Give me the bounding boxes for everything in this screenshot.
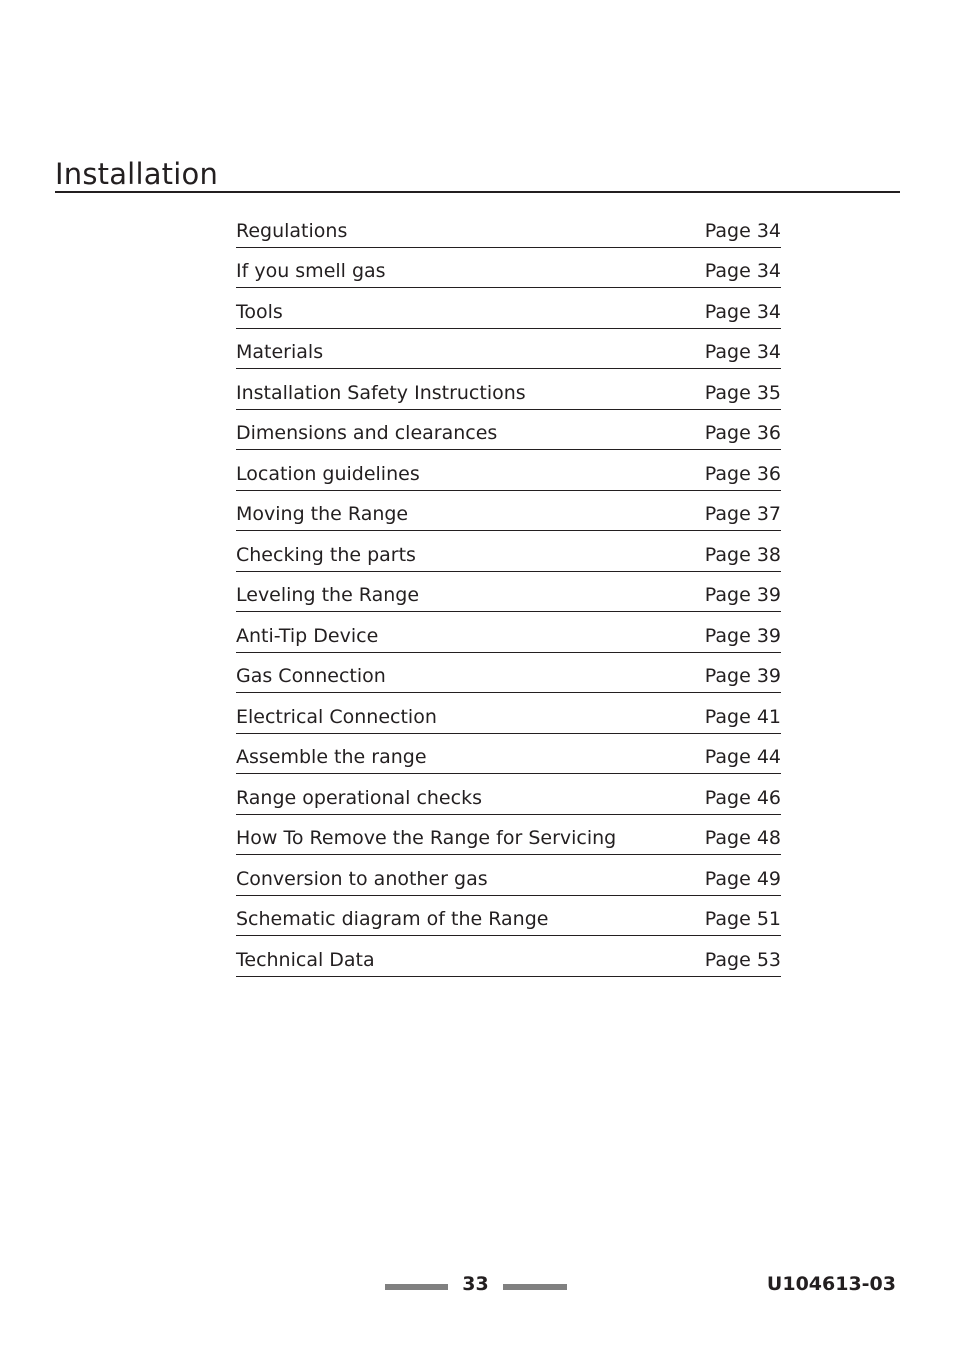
- toc-entry-page: Page 51: [704, 908, 781, 930]
- toc-entry-title: Assemble the range: [236, 746, 427, 768]
- page-footer: [0, 1272, 954, 1300]
- toc-entry[interactable]: [236, 815, 781, 856]
- toc-entry-page: Page 35: [704, 381, 781, 404]
- toc-entry-page: Page 39: [704, 665, 781, 687]
- footer-bar-right: [503, 1284, 567, 1290]
- toc-entry-page: Page 53: [704, 948, 781, 971]
- toc-entry[interactable]: [236, 612, 781, 653]
- toc-entry-page: Page 44: [704, 746, 781, 768]
- toc-entry-page: Page 49: [704, 867, 781, 890]
- document-code: U104613-03: [766, 1273, 896, 1295]
- toc-entry-title: Moving the Range: [236, 503, 409, 525]
- toc-entry-title: If you smell gas: [236, 260, 386, 282]
- toc-entry[interactable]: [236, 450, 781, 491]
- toc-entry[interactable]: [236, 693, 781, 734]
- toc-entry[interactable]: [236, 653, 781, 694]
- toc-entry[interactable]: [236, 531, 781, 572]
- toc-entry-title: How To Remove the Range for Servicing: [236, 827, 617, 849]
- toc-entry-title: Gas Connection: [236, 665, 386, 687]
- toc-entry[interactable]: [236, 288, 781, 329]
- page-number: 33: [462, 1273, 489, 1295]
- toc-entry[interactable]: [236, 896, 781, 937]
- toc-entry-page: Page 34: [704, 219, 781, 242]
- toc-entry-page: Page 38: [704, 543, 781, 566]
- toc-entry[interactable]: [236, 207, 781, 248]
- toc-entry-title: Dimensions and clearances: [236, 422, 498, 444]
- toc-entry[interactable]: [236, 855, 781, 896]
- toc-entry-page: Page 46: [704, 786, 781, 809]
- toc-entry-title: Materials: [236, 341, 324, 363]
- toc-entry-title: Schematic diagram of the Range: [236, 908, 549, 930]
- toc-entry-title: Technical Data: [236, 948, 375, 971]
- toc-entry-title: Regulations: [236, 219, 348, 242]
- section-header: [55, 152, 900, 193]
- toc-entry-page: Page 37: [704, 503, 781, 525]
- toc-entry-title: Electrical Connection: [236, 705, 437, 728]
- toc-entry[interactable]: [236, 572, 781, 613]
- toc-entry-title: Installation Safety Instructions: [236, 381, 526, 404]
- toc-entry-page: Page 34: [704, 300, 781, 323]
- table-of-contents: [236, 207, 781, 977]
- toc-entry[interactable]: [236, 774, 781, 815]
- toc-entry-page: Page 41: [704, 705, 781, 728]
- toc-entry-page: Page 39: [704, 624, 781, 647]
- toc-entry-page: Page 34: [704, 341, 781, 363]
- footer-bar-left: [385, 1284, 448, 1290]
- toc-entry-title: Anti-Tip Device: [236, 624, 379, 647]
- toc-entry-title: Tools: [236, 300, 283, 323]
- page-title: Installation: [55, 157, 219, 191]
- toc-entry-title: Checking the parts: [236, 543, 416, 566]
- toc-entry[interactable]: [236, 329, 781, 370]
- toc-entry-title: Location guidelines: [236, 462, 420, 485]
- toc-entry[interactable]: [236, 491, 781, 532]
- toc-entry-page: Page 36: [704, 422, 781, 444]
- toc-entry-page: Page 48: [704, 827, 781, 849]
- toc-entry[interactable]: [236, 410, 781, 451]
- toc-entry-page: Page 34: [704, 260, 781, 282]
- toc-entry[interactable]: [236, 369, 781, 410]
- toc-entry-title: Conversion to another gas: [236, 867, 488, 890]
- toc-entry-page: Page 36: [704, 462, 781, 485]
- toc-entry-title: Range operational checks: [236, 786, 482, 809]
- toc-entry[interactable]: [236, 248, 781, 289]
- toc-entry[interactable]: [236, 734, 781, 775]
- toc-entry-page: Page 39: [704, 584, 781, 606]
- toc-entry[interactable]: [236, 936, 781, 977]
- toc-entry-title: Leveling the Range: [236, 584, 420, 606]
